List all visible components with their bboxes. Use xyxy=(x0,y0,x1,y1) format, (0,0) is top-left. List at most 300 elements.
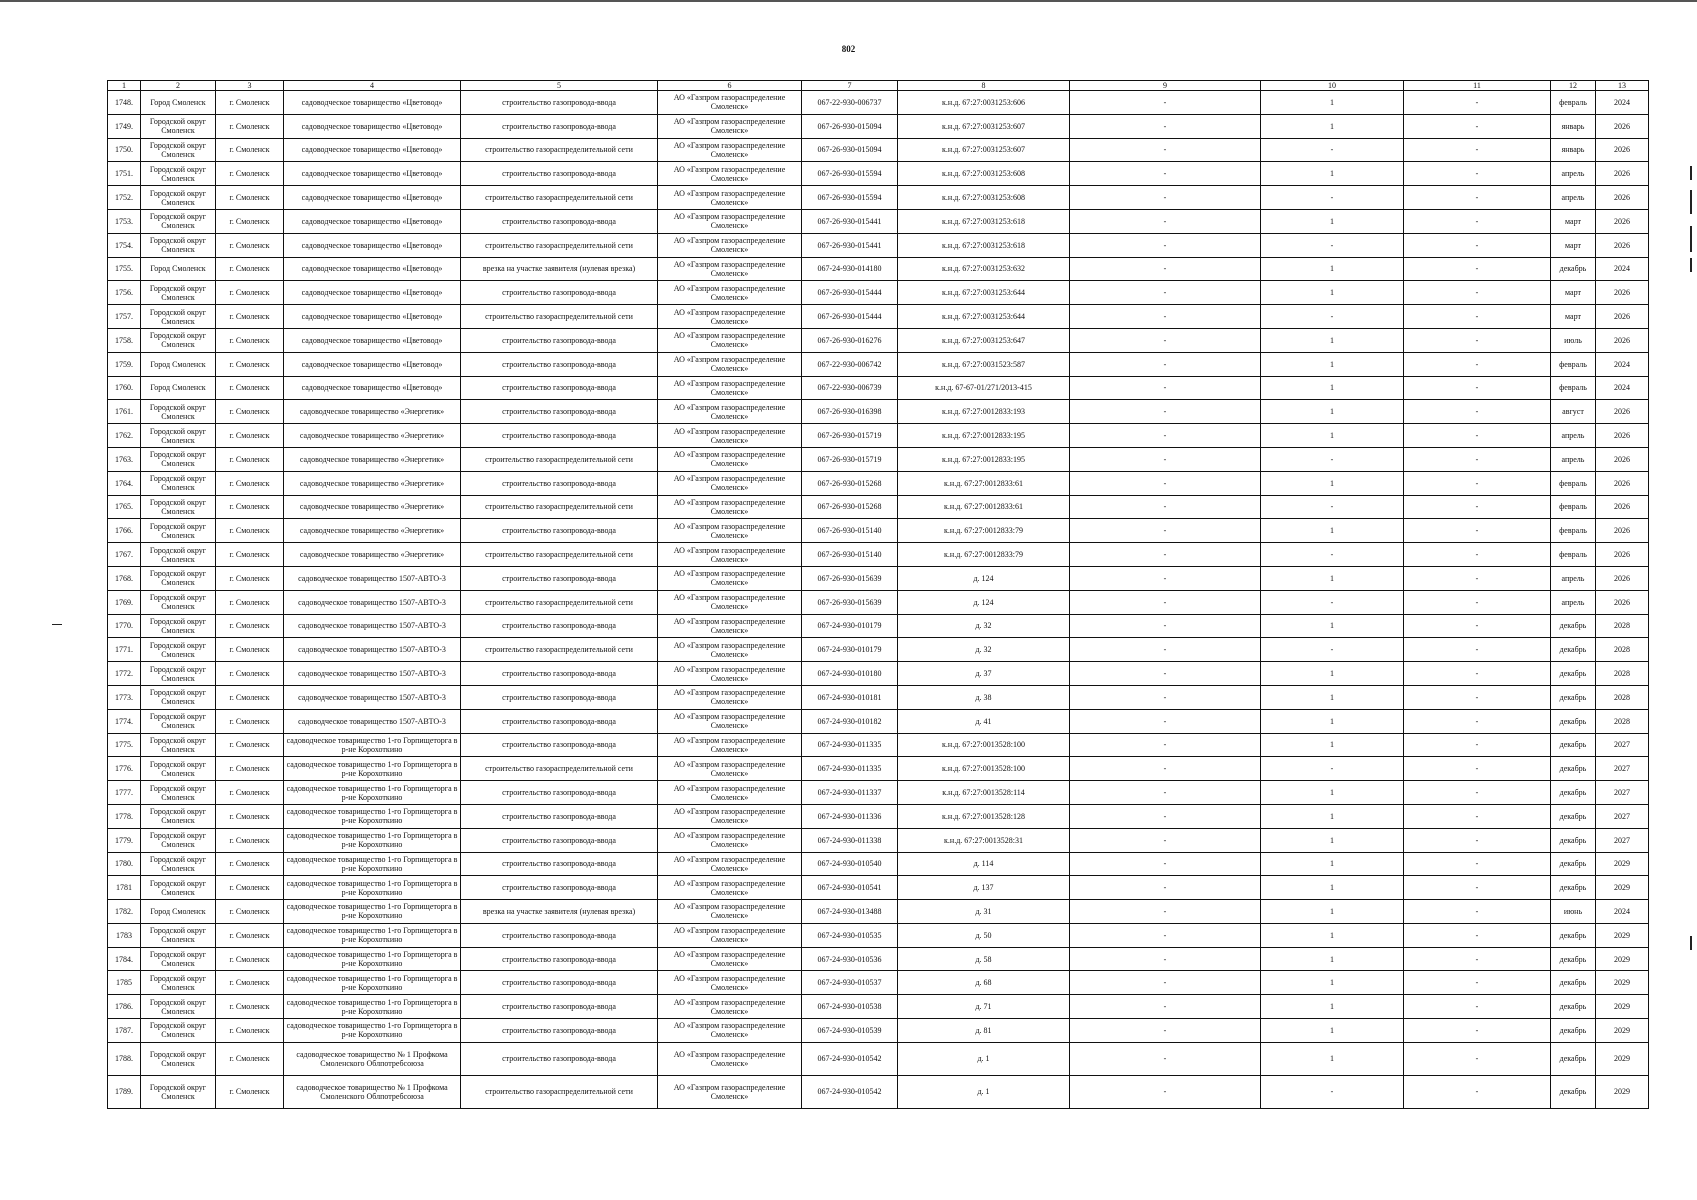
district-cell: Городской округ Смоленск xyxy=(141,566,216,590)
table-row xyxy=(108,400,1649,424)
district-cell: Городской округ Смоленск xyxy=(141,638,216,662)
col9-cell: - xyxy=(1070,162,1261,186)
col9-cell: - xyxy=(1070,424,1261,448)
partnership-cell: садоводческое товарищество «Цветовод» xyxy=(284,352,461,376)
application-code-cell: 067-24-930-010181 xyxy=(802,685,898,709)
table-row xyxy=(108,828,1649,852)
row-number: 1780. xyxy=(108,852,141,876)
col11-cell: - xyxy=(1404,709,1551,733)
column-header: 11 xyxy=(1404,81,1551,91)
city-cell: г. Смоленск xyxy=(216,305,284,329)
year-cell: 2027 xyxy=(1596,781,1649,805)
city-cell: г. Смоленск xyxy=(216,638,284,662)
table-row xyxy=(108,876,1649,900)
row-number: 1755. xyxy=(108,257,141,281)
row-number: 1763. xyxy=(108,447,141,471)
cadastre-cell: д. 32 xyxy=(898,614,1070,638)
column-header: 2 xyxy=(141,81,216,91)
cadastre-cell: к.н.д. 67:27:0012833:61 xyxy=(898,471,1070,495)
application-code-cell: 067-24-930-010179 xyxy=(802,614,898,638)
district-cell: Городской округ Смоленск xyxy=(141,186,216,210)
col11-cell: - xyxy=(1404,352,1551,376)
page-top-rule xyxy=(0,0,1697,2)
col10-cell: 1 xyxy=(1261,471,1404,495)
district-cell: Городской округ Смоленск xyxy=(141,828,216,852)
work-type-cell: строительство газораспределительной сети xyxy=(461,757,658,781)
col9-cell: - xyxy=(1070,852,1261,876)
table-row xyxy=(108,947,1649,971)
city-cell: г. Смоленск xyxy=(216,781,284,805)
col10-cell: 1 xyxy=(1261,995,1404,1019)
table-row xyxy=(108,804,1649,828)
row-number: 1768. xyxy=(108,566,141,590)
month-cell: декабрь xyxy=(1551,733,1596,757)
city-cell: г. Смоленск xyxy=(216,709,284,733)
year-cell: 2026 xyxy=(1596,495,1649,519)
table-row xyxy=(108,305,1649,329)
year-cell: 2026 xyxy=(1596,138,1649,162)
organization-cell: АО «Газпром газораспределение Смоленск» xyxy=(658,757,802,781)
city-cell: г. Смоленск xyxy=(216,91,284,115)
application-code-cell: 067-24-930-010542 xyxy=(802,1075,898,1108)
month-cell: декабрь xyxy=(1551,1042,1596,1075)
column-header: 10 xyxy=(1261,81,1404,91)
organization-cell: АО «Газпром газораспределение Смоленск» xyxy=(658,566,802,590)
partnership-cell: садоводческое товарищество 1-го Горпищеторга в р-не Корохоткино xyxy=(284,900,461,924)
col11-cell: - xyxy=(1404,947,1551,971)
work-type-cell: строительство газопровода-ввода xyxy=(461,923,658,947)
month-cell: январь xyxy=(1551,114,1596,138)
scan-mark xyxy=(1690,190,1692,214)
district-cell: Городской округ Смоленск xyxy=(141,923,216,947)
cadastre-cell: к.н.д. 67:27:0031253:618 xyxy=(898,209,1070,233)
col11-cell: - xyxy=(1404,900,1551,924)
year-cell: 2026 xyxy=(1596,162,1649,186)
col11-cell: - xyxy=(1404,566,1551,590)
col11-cell: - xyxy=(1404,257,1551,281)
scan-mark xyxy=(1690,166,1692,180)
application-code-cell: 067-24-930-010539 xyxy=(802,1019,898,1043)
year-cell: 2028 xyxy=(1596,685,1649,709)
col11-cell: - xyxy=(1404,995,1551,1019)
col10-cell: 1 xyxy=(1261,209,1404,233)
year-cell: 2026 xyxy=(1596,471,1649,495)
month-cell: декабрь xyxy=(1551,614,1596,638)
work-type-cell: строительство газопровода-ввода xyxy=(461,424,658,448)
month-cell: февраль xyxy=(1551,543,1596,567)
partnership-cell: садоводческое товарищество «Энергетик» xyxy=(284,519,461,543)
city-cell: г. Смоленск xyxy=(216,281,284,305)
organization-cell: АО «Газпром газораспределение Смоленск» xyxy=(658,1042,802,1075)
year-cell: 2028 xyxy=(1596,638,1649,662)
application-code-cell: 067-26-930-015094 xyxy=(802,114,898,138)
organization-cell: АО «Газпром газораспределение Смоленск» xyxy=(658,590,802,614)
cadastre-cell: к.н.д. 67:27:0012833:79 xyxy=(898,543,1070,567)
district-cell: Город Смоленск xyxy=(141,91,216,115)
row-number: 1764. xyxy=(108,471,141,495)
cadastre-cell: д. 1 xyxy=(898,1075,1070,1108)
organization-cell: АО «Газпром газораспределение Смоленск» xyxy=(658,305,802,329)
cadastre-cell: к.н.д. 67:27:0031253:607 xyxy=(898,114,1070,138)
year-cell: 2026 xyxy=(1596,281,1649,305)
city-cell: г. Смоленск xyxy=(216,400,284,424)
col9-cell: - xyxy=(1070,781,1261,805)
work-type-cell: строительство газораспределительной сети xyxy=(461,447,658,471)
row-number: 1760. xyxy=(108,376,141,400)
col9-cell: - xyxy=(1070,543,1261,567)
organization-cell: АО «Газпром газораспределение Смоленск» xyxy=(658,519,802,543)
row-number: 1766. xyxy=(108,519,141,543)
year-cell: 2024 xyxy=(1596,91,1649,115)
city-cell: г. Смоленск xyxy=(216,352,284,376)
cadastre-cell: к.н.д. 67:27:0031253:607 xyxy=(898,138,1070,162)
col10-cell: 1 xyxy=(1261,971,1404,995)
organization-cell: АО «Газпром газораспределение Смоленск» xyxy=(658,614,802,638)
organization-cell: АО «Газпром газораспределение Смоленск» xyxy=(658,91,802,115)
col10-cell: 1 xyxy=(1261,566,1404,590)
application-code-cell: 067-24-930-010542 xyxy=(802,1042,898,1075)
work-type-cell: строительство газопровода-ввода xyxy=(461,114,658,138)
partnership-cell: садоводческое товарищество 1507-АВТО-3 xyxy=(284,662,461,686)
year-cell: 2026 xyxy=(1596,566,1649,590)
col10-cell: - xyxy=(1261,543,1404,567)
district-cell: Городской округ Смоленск xyxy=(141,781,216,805)
organization-cell: АО «Газпром газораспределение Смоленск» xyxy=(658,804,802,828)
organization-cell: АО «Газпром газораспределение Смоленск» xyxy=(658,495,802,519)
month-cell: февраль xyxy=(1551,471,1596,495)
month-cell: апрель xyxy=(1551,590,1596,614)
organization-cell: АО «Газпром газораспределение Смоленск» xyxy=(658,328,802,352)
col9-cell: - xyxy=(1070,447,1261,471)
district-cell: Городской округ Смоленск xyxy=(141,947,216,971)
organization-cell: АО «Газпром газораспределение Смоленск» xyxy=(658,900,802,924)
column-header: 7 xyxy=(802,81,898,91)
partnership-cell: садоводческое товарищество «Цветовод» xyxy=(284,91,461,115)
year-cell: 2024 xyxy=(1596,900,1649,924)
year-cell: 2027 xyxy=(1596,804,1649,828)
application-code-cell: 067-24-930-010182 xyxy=(802,709,898,733)
month-cell: декабрь xyxy=(1551,781,1596,805)
district-cell: Городской округ Смоленск xyxy=(141,209,216,233)
month-cell: апрель xyxy=(1551,447,1596,471)
col9-cell: - xyxy=(1070,352,1261,376)
row-number: 1784. xyxy=(108,947,141,971)
application-code-cell: 067-24-930-013488 xyxy=(802,900,898,924)
table-row xyxy=(108,614,1649,638)
col10-cell: 1 xyxy=(1261,923,1404,947)
application-code-cell: 067-24-930-010537 xyxy=(802,971,898,995)
city-cell: г. Смоленск xyxy=(216,186,284,210)
cadastre-cell: д. 58 xyxy=(898,947,1070,971)
table-row xyxy=(108,257,1649,281)
col10-cell: 1 xyxy=(1261,828,1404,852)
col10-cell: 1 xyxy=(1261,400,1404,424)
col9-cell: - xyxy=(1070,923,1261,947)
table-row xyxy=(108,757,1649,781)
col11-cell: - xyxy=(1404,781,1551,805)
city-cell: г. Смоленск xyxy=(216,900,284,924)
cadastre-cell: к.н.д. 67:27:0013528:128 xyxy=(898,804,1070,828)
organization-cell: АО «Газпром газораспределение Смоленск» xyxy=(658,876,802,900)
column-header: 12 xyxy=(1551,81,1596,91)
year-cell: 2026 xyxy=(1596,590,1649,614)
partnership-cell: садоводческое товарищество «Цветовод» xyxy=(284,328,461,352)
organization-cell: АО «Газпром газораспределение Смоленск» xyxy=(658,1075,802,1108)
application-code-cell: 067-26-930-015719 xyxy=(802,447,898,471)
work-type-cell: строительство газопровода-ввода xyxy=(461,281,658,305)
month-cell: август xyxy=(1551,400,1596,424)
month-cell: декабрь xyxy=(1551,662,1596,686)
col10-cell: 1 xyxy=(1261,328,1404,352)
row-number: 1781 xyxy=(108,876,141,900)
application-code-cell: 067-22-930-006737 xyxy=(802,91,898,115)
organization-cell: АО «Газпром газораспределение Смоленск» xyxy=(658,281,802,305)
city-cell: г. Смоленск xyxy=(216,733,284,757)
row-number: 1759. xyxy=(108,352,141,376)
partnership-cell: садоводческое товарищество «Энергетик» xyxy=(284,424,461,448)
column-header: 9 xyxy=(1070,81,1261,91)
work-type-cell: строительство газораспределительной сети xyxy=(461,233,658,257)
partnership-cell: садоводческое товарищество 1507-АВТО-3 xyxy=(284,566,461,590)
application-code-cell: 067-24-930-011338 xyxy=(802,828,898,852)
row-number: 1777. xyxy=(108,781,141,805)
work-type-cell: строительство газопровода-ввода xyxy=(461,400,658,424)
year-cell: 2024 xyxy=(1596,376,1649,400)
column-header: 3 xyxy=(216,81,284,91)
city-cell: г. Смоленск xyxy=(216,519,284,543)
application-code-cell: 067-24-930-010540 xyxy=(802,852,898,876)
col9-cell: - xyxy=(1070,305,1261,329)
work-type-cell: строительство газораспределительной сети xyxy=(461,186,658,210)
col11-cell: - xyxy=(1404,876,1551,900)
row-number: 1776. xyxy=(108,757,141,781)
table-row xyxy=(108,471,1649,495)
year-cell: 2026 xyxy=(1596,424,1649,448)
city-cell: г. Смоленск xyxy=(216,971,284,995)
month-cell: июль xyxy=(1551,328,1596,352)
work-type-cell: строительство газопровода-ввода xyxy=(461,471,658,495)
col9-cell: - xyxy=(1070,1042,1261,1075)
district-cell: Городской округ Смоленск xyxy=(141,471,216,495)
district-cell: Городской округ Смоленск xyxy=(141,876,216,900)
row-number: 1767. xyxy=(108,543,141,567)
row-number: 1787. xyxy=(108,1019,141,1043)
district-cell: Городской округ Смоленск xyxy=(141,971,216,995)
table-row xyxy=(108,352,1649,376)
year-cell: 2028 xyxy=(1596,709,1649,733)
table-row xyxy=(108,114,1649,138)
district-cell: Городской округ Смоленск xyxy=(141,233,216,257)
column-header: 1 xyxy=(108,81,141,91)
row-number: 1751. xyxy=(108,162,141,186)
work-type-cell: строительство газопровода-ввода xyxy=(461,328,658,352)
column-header: 13 xyxy=(1596,81,1649,91)
month-cell: март xyxy=(1551,233,1596,257)
city-cell: г. Смоленск xyxy=(216,495,284,519)
row-number: 1749. xyxy=(108,114,141,138)
work-type-cell: строительство газораспределительной сети xyxy=(461,305,658,329)
col9-cell: - xyxy=(1070,400,1261,424)
city-cell: г. Смоленск xyxy=(216,1075,284,1108)
month-cell: апрель xyxy=(1551,186,1596,210)
district-cell: Городской округ Смоленск xyxy=(141,757,216,781)
row-number: 1789. xyxy=(108,1075,141,1108)
city-cell: г. Смоленск xyxy=(216,1042,284,1075)
year-cell: 2026 xyxy=(1596,114,1649,138)
organization-cell: АО «Газпром газораспределение Смоленск» xyxy=(658,352,802,376)
col9-cell: - xyxy=(1070,114,1261,138)
city-cell: г. Смоленск xyxy=(216,543,284,567)
col10-cell: 1 xyxy=(1261,900,1404,924)
row-number: 1765. xyxy=(108,495,141,519)
application-code-cell: 067-26-930-015594 xyxy=(802,162,898,186)
col11-cell: - xyxy=(1404,424,1551,448)
table-row xyxy=(108,781,1649,805)
table-row xyxy=(108,852,1649,876)
row-number: 1754. xyxy=(108,233,141,257)
column-number-row xyxy=(108,81,1649,91)
month-cell: декабрь xyxy=(1551,709,1596,733)
application-code-cell: 067-26-930-015140 xyxy=(802,519,898,543)
city-cell: г. Смоленск xyxy=(216,876,284,900)
city-cell: г. Смоленск xyxy=(216,1019,284,1043)
organization-cell: АО «Газпром газораспределение Смоленск» xyxy=(658,114,802,138)
cadastre-cell: к.н.д. 67:27:0012833:195 xyxy=(898,424,1070,448)
row-number: 1773. xyxy=(108,685,141,709)
col11-cell: - xyxy=(1404,733,1551,757)
col9-cell: - xyxy=(1070,757,1261,781)
district-cell: Городской округ Смоленск xyxy=(141,424,216,448)
application-code-cell: 067-26-930-015639 xyxy=(802,590,898,614)
work-type-cell: строительство газопровода-ввода xyxy=(461,804,658,828)
application-code-cell: 067-24-930-011336 xyxy=(802,804,898,828)
col9-cell: - xyxy=(1070,638,1261,662)
organization-cell: АО «Газпром газораспределение Смоленск» xyxy=(658,662,802,686)
month-cell: декабрь xyxy=(1551,685,1596,709)
year-cell: 2026 xyxy=(1596,400,1649,424)
year-cell: 2026 xyxy=(1596,328,1649,352)
col11-cell: - xyxy=(1404,852,1551,876)
row-number: 1748. xyxy=(108,91,141,115)
row-number: 1779. xyxy=(108,828,141,852)
organization-cell: АО «Газпром газораспределение Смоленск» xyxy=(658,638,802,662)
month-cell: декабрь xyxy=(1551,257,1596,281)
col9-cell: - xyxy=(1070,281,1261,305)
scan-mark xyxy=(1690,226,1692,252)
col11-cell: - xyxy=(1404,471,1551,495)
year-cell: 2029 xyxy=(1596,971,1649,995)
col10-cell: 1 xyxy=(1261,804,1404,828)
month-cell: декабрь xyxy=(1551,1075,1596,1108)
cadastre-cell: д. 38 xyxy=(898,685,1070,709)
work-type-cell: строительство газопровода-ввода xyxy=(461,162,658,186)
year-cell: 2027 xyxy=(1596,757,1649,781)
col10-cell: 1 xyxy=(1261,424,1404,448)
district-cell: Городской округ Смоленск xyxy=(141,995,216,1019)
col11-cell: - xyxy=(1404,757,1551,781)
month-cell: апрель xyxy=(1551,566,1596,590)
district-cell: Городской округ Смоленск xyxy=(141,328,216,352)
work-type-cell: строительство газопровода-ввода xyxy=(461,876,658,900)
month-cell: февраль xyxy=(1551,495,1596,519)
col9-cell: - xyxy=(1070,709,1261,733)
city-cell: г. Смоленск xyxy=(216,233,284,257)
organization-cell: АО «Газпром газораспределение Смоленск» xyxy=(658,376,802,400)
col9-cell: - xyxy=(1070,1019,1261,1043)
table-row xyxy=(108,447,1649,471)
col10-cell: 1 xyxy=(1261,876,1404,900)
city-cell: г. Смоленск xyxy=(216,376,284,400)
work-type-cell: врезка на участке заявителя (нулевая врезка) xyxy=(461,900,658,924)
col10-cell: 1 xyxy=(1261,947,1404,971)
month-cell: декабрь xyxy=(1551,1019,1596,1043)
month-cell: декабрь xyxy=(1551,804,1596,828)
col10-cell: 1 xyxy=(1261,352,1404,376)
application-code-cell: 067-24-930-010541 xyxy=(802,876,898,900)
row-number: 1769. xyxy=(108,590,141,614)
col9-cell: - xyxy=(1070,662,1261,686)
col11-cell: - xyxy=(1404,209,1551,233)
column-header: 5 xyxy=(461,81,658,91)
work-type-cell: строительство газопровода-ввода xyxy=(461,995,658,1019)
col9-cell: - xyxy=(1070,876,1261,900)
work-type-cell: строительство газопровода-ввода xyxy=(461,1019,658,1043)
organization-cell: АО «Газпром газораспределение Смоленск» xyxy=(658,971,802,995)
work-type-cell: строительство газопровода-ввода xyxy=(461,828,658,852)
work-type-cell: строительство газораспределительной сети xyxy=(461,138,658,162)
col10-cell: 1 xyxy=(1261,781,1404,805)
col9-cell: - xyxy=(1070,209,1261,233)
table-row xyxy=(108,138,1649,162)
col11-cell: - xyxy=(1404,400,1551,424)
partnership-cell: садоводческое товарищество «Энергетик» xyxy=(284,495,461,519)
city-cell: г. Смоленск xyxy=(216,685,284,709)
city-cell: г. Смоленск xyxy=(216,804,284,828)
col10-cell: 1 xyxy=(1261,114,1404,138)
district-cell: Город Смоленск xyxy=(141,376,216,400)
district-cell: Городской округ Смоленск xyxy=(141,1075,216,1108)
table-row xyxy=(108,424,1649,448)
col11-cell: - xyxy=(1404,971,1551,995)
col11-cell: - xyxy=(1404,114,1551,138)
month-cell: февраль xyxy=(1551,352,1596,376)
cadastre-cell: к.н.д. 67:27:0013528:114 xyxy=(898,781,1070,805)
col11-cell: - xyxy=(1404,162,1551,186)
organization-cell: АО «Газпром газораспределение Смоленск» xyxy=(658,447,802,471)
organization-cell: АО «Газпром газораспределение Смоленск» xyxy=(658,257,802,281)
cadastre-cell: к.н.д. 67:27:0012833:193 xyxy=(898,400,1070,424)
application-code-cell: 067-26-930-016398 xyxy=(802,400,898,424)
col9-cell: - xyxy=(1070,971,1261,995)
col9-cell: - xyxy=(1070,947,1261,971)
district-cell: Городской округ Смоленск xyxy=(141,804,216,828)
row-number: 1758. xyxy=(108,328,141,352)
organization-cell: АО «Газпром газораспределение Смоленск» xyxy=(658,733,802,757)
partnership-cell: садоводческое товарищество 1-го Горпищеторга в р-не Корохоткино xyxy=(284,995,461,1019)
district-cell: Городской округ Смоленск xyxy=(141,447,216,471)
page-number: 802 xyxy=(841,44,856,54)
row-number: 1762. xyxy=(108,424,141,448)
col11-cell: - xyxy=(1404,138,1551,162)
application-code-cell: 067-26-930-015140 xyxy=(802,543,898,567)
table-row xyxy=(108,281,1649,305)
work-type-cell: строительство газопровода-ввода xyxy=(461,566,658,590)
partnership-cell: садоводческое товарищество «Энергетик» xyxy=(284,400,461,424)
col10-cell: 1 xyxy=(1261,1019,1404,1043)
col11-cell: - xyxy=(1404,828,1551,852)
year-cell: 2029 xyxy=(1596,852,1649,876)
year-cell: 2026 xyxy=(1596,447,1649,471)
